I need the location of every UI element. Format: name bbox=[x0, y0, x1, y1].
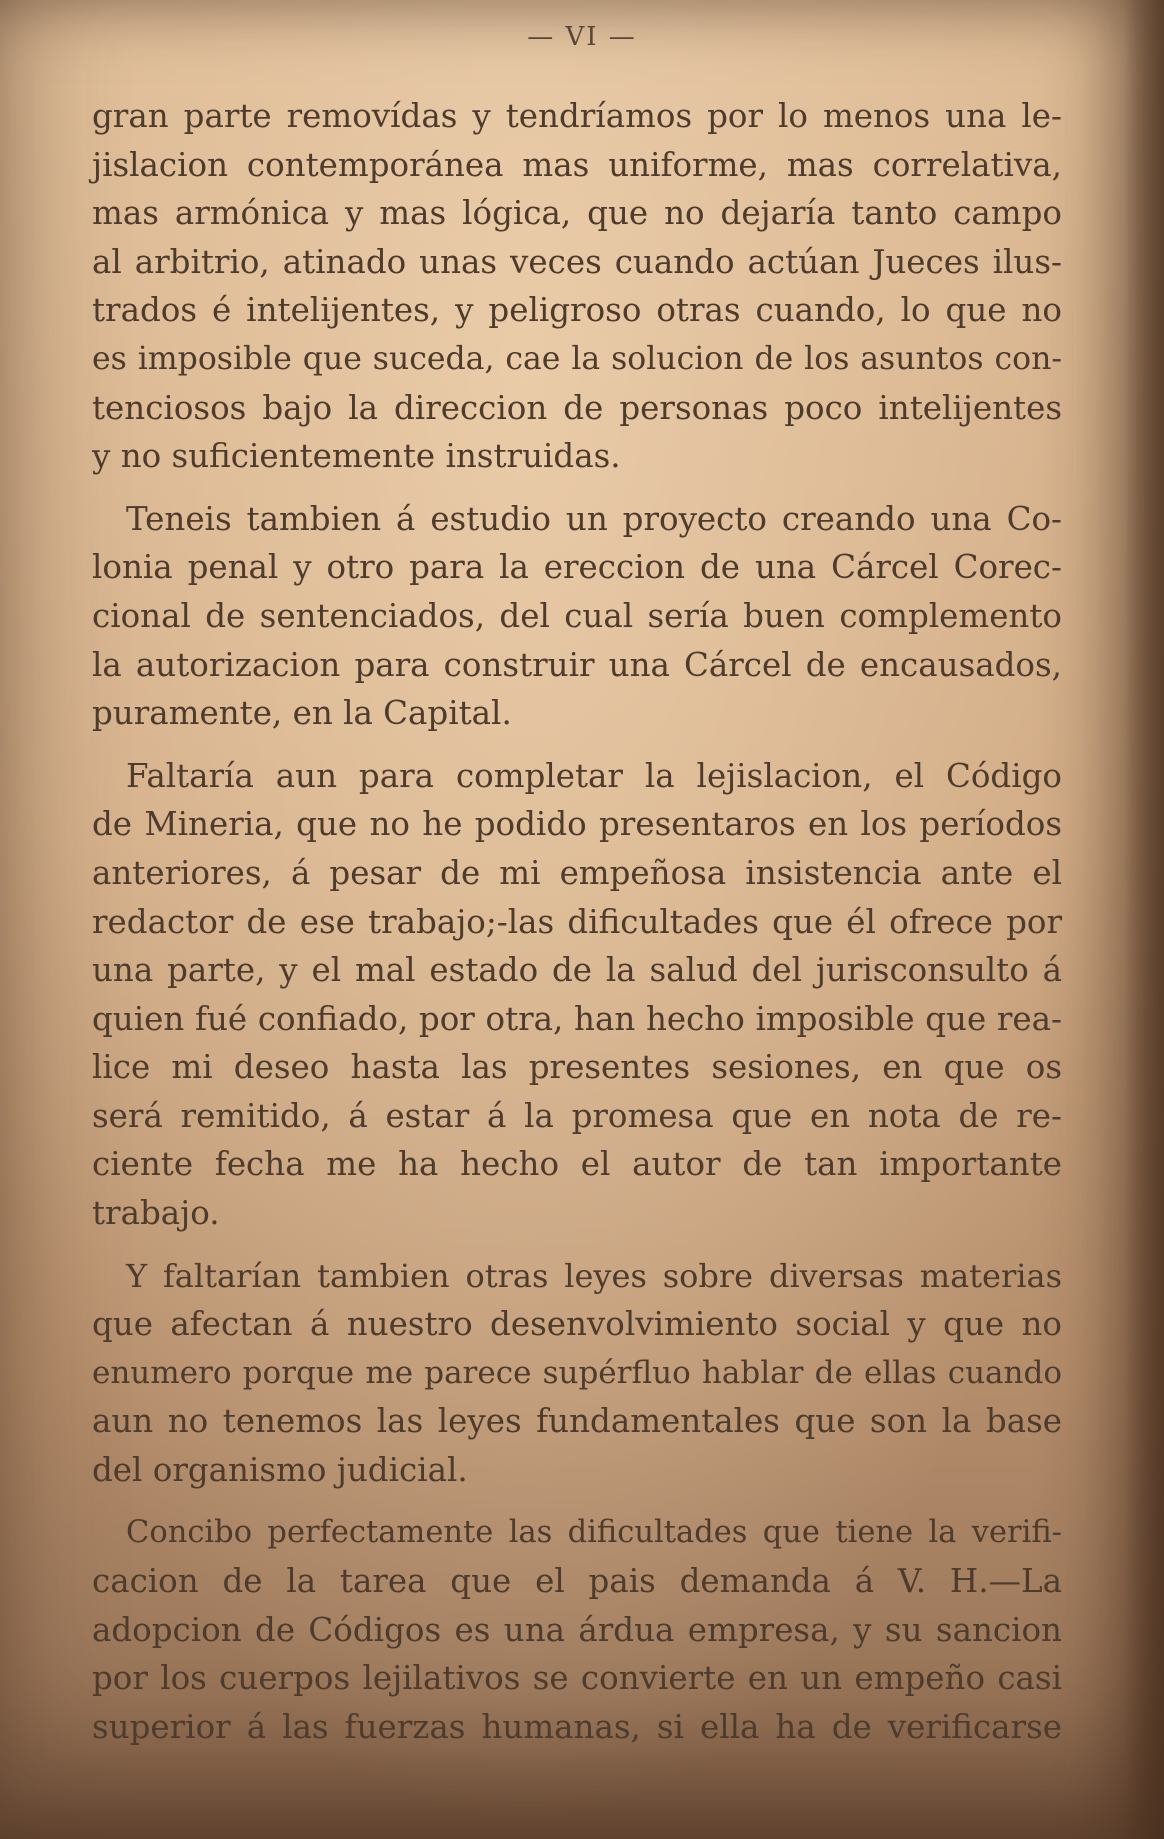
text-line: redactor de ese trabajo;-las dificultades que él ofrece por bbox=[92, 902, 1062, 941]
text-line: por los cuerpos lejilativos se convierte en un empeño casi bbox=[92, 1659, 1062, 1698]
text-line: ciente fecha me ha hecho el autor de tan importante bbox=[92, 1145, 1062, 1184]
text-line: y no suficientemente instruidas. bbox=[92, 437, 621, 476]
paragraph bbox=[92, 752, 1062, 1238]
text-line: mas armónica y mas lógica, que no dejaría tanto campo bbox=[92, 194, 1062, 233]
text-line: aun no tenemos las leyes fundamentales que son la base bbox=[92, 1402, 1062, 1441]
text-line: cional de sentenciados, del cual sería buen complemento bbox=[92, 596, 1062, 635]
page-edge-shadow bbox=[1124, 0, 1164, 1839]
text-line: enumero porque me parece supérfluo hablar de ellas cuando bbox=[92, 1354, 1062, 1391]
text-line: Y faltarían tambien otras leyes sobre diversas materias bbox=[126, 1256, 1062, 1295]
text-line: anteriores, á pesar de mi empeñosa insistencia ante el bbox=[92, 853, 1062, 892]
text-line: lonia penal y otro para la ereccion de una Cárcel Corec- bbox=[92, 548, 1062, 587]
text-line: de Mineria, que no he podido presentaros en los períodos bbox=[92, 805, 1062, 844]
text-line: trados é intelijentes, y peligroso otras cuando, lo que no bbox=[92, 291, 1062, 330]
text-line: puramente, en la Capital. bbox=[92, 694, 512, 733]
text-line: Teneis tambien á estudio un proyecto creando una Co- bbox=[126, 499, 1062, 538]
text-line: trabajo. bbox=[92, 1194, 220, 1233]
text-line: adopcion de Códigos es una árdua empresa, y su sancion bbox=[92, 1610, 1062, 1649]
text-line: una parte, y el mal estado de la salud del jurisconsulto á bbox=[92, 951, 1062, 990]
text-line: del organismo judicial. bbox=[92, 1451, 468, 1490]
page-body bbox=[92, 92, 1062, 1766]
paragraph bbox=[92, 495, 1062, 738]
text-line: al arbitrio, atinado unas veces cuando actúan Jueces ilus- bbox=[92, 242, 1062, 281]
text-line: Faltaría aun para completar la lejislacion, el Código bbox=[126, 756, 1062, 795]
text-line: jislacion contemporánea mas uniforme, mas correlativa, bbox=[92, 145, 1062, 184]
text-line: tenciosos bajo la direccion de personas poco intelijentes bbox=[92, 388, 1062, 427]
text-line: gran parte removídas y tendríamos por lo menos una le- bbox=[92, 97, 1062, 135]
text-line: quien fué confiado, por otra, han hecho imposible que rea- bbox=[92, 999, 1062, 1038]
text-line: es imposible que suceda, cae la solucion de los asuntos con- bbox=[92, 340, 1062, 377]
text-line: lice mi deseo hasta las presentes sesiones, en que os bbox=[92, 1048, 1062, 1087]
text-line: cacion de la tarea que el pais demanda á V. H.—La bbox=[92, 1562, 1062, 1601]
text-line: será remitido, á estar á la promesa que en nota de re- bbox=[92, 1096, 1062, 1135]
paragraph bbox=[92, 92, 1062, 481]
text-line: que afectan á nuestro desenvolvimiento social y que no bbox=[92, 1305, 1062, 1344]
paragraph bbox=[92, 1509, 1062, 1752]
paragraph bbox=[92, 1252, 1062, 1495]
page-number: — VI — bbox=[527, 22, 637, 52]
text-line: Concibo perfectamente las dificultades que tiene la verifi- bbox=[126, 1514, 1062, 1550]
text-line: la autorizacion para construir una Cárcel de encausados, bbox=[92, 645, 1062, 684]
text-line: superior á las fuerzas humanas, si ella ha de verificarse bbox=[92, 1708, 1062, 1746]
